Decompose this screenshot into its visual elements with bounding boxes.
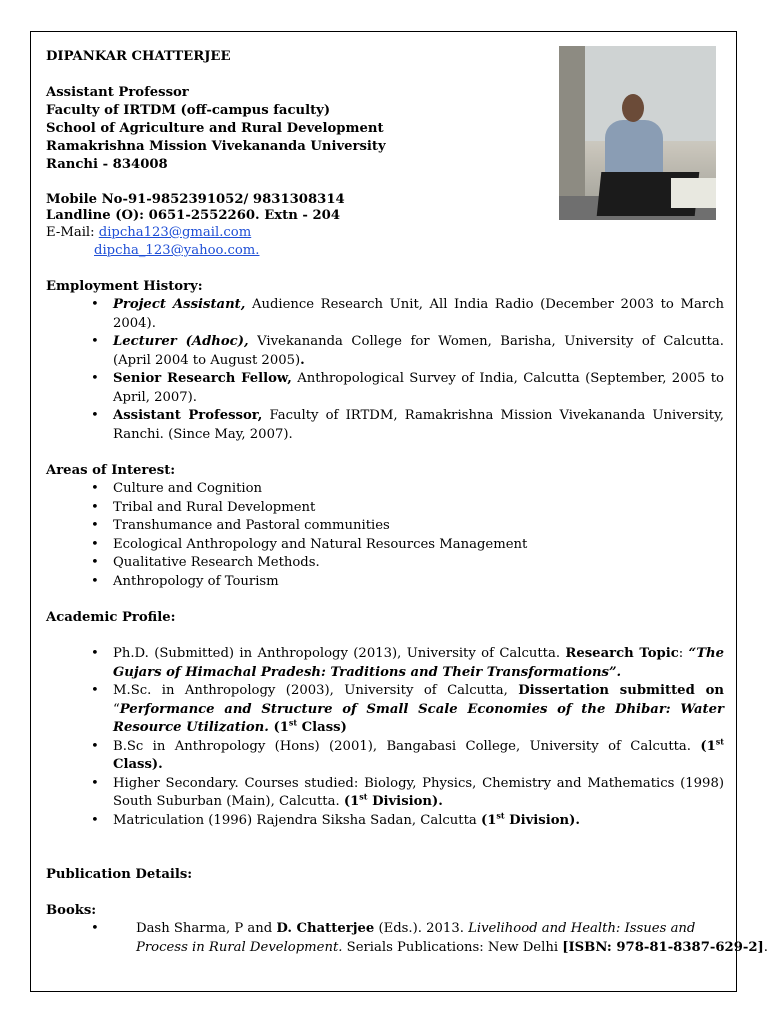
academic-item-phd: • Ph.D. (Submitted) in Anthropology (2013), University of Calcutta. Research Topic: “The Gujars of Himachal Pradesh: Traditions and Their Transformations”. [91, 646, 724, 680]
landline-number: Landline (O): 0651-2552260. Extn - 204 [46, 208, 341, 223]
resume-name: DIPANKAR CHATTERJEE [46, 49, 231, 64]
academic-item-msc: • M.Sc. in Anthropology (2003), University of Calcutta, Dissertation submitted on “Performance and Structure of Small Scale Economies of the Dhibar: Water Resource Utilization. (1st Class) [91, 683, 725, 735]
email-row-2 [46, 242, 724, 260]
employment-item: • Senior Research Fellow, Anthropological Survey of India, Calcutta (September, 2005 to April, 2007). [91, 371, 724, 405]
interests-heading: Areas of Interest: [46, 463, 176, 478]
academic-item-bsc: • B.Sc in Anthropology (Hons) (2001), Bangabasi College, University of Calcutta. (1st Class). [91, 736, 724, 772]
books-heading: Books: [46, 903, 97, 918]
email-row [46, 224, 724, 242]
interest-item: • Culture and Cognition [91, 481, 263, 496]
interest-item: • Tribal and Rural Development [91, 499, 316, 515]
city: Ranchi - 834008 [46, 157, 168, 172]
email-link-yahoo[interactable]: dipcha_123@yahoo.com. [94, 243, 260, 258]
university: Ramakrishna Mission Vivekananda University [46, 139, 386, 154]
interests-list [46, 480, 724, 591]
academic-item-hs: • Higher Secondary. Courses studied: Biology, Physics, Chemistry and Mathematics (1998) South Suburban (Main), Calcutta. (1st Division). [91, 775, 724, 809]
interest-item: • Ecological Anthropology and Natural Resources Management [91, 536, 528, 552]
email-label: E-Mail: [46, 225, 99, 240]
interest-item: • Anthropology of Tourism [91, 573, 279, 589]
employment-heading: Employment History: [46, 279, 203, 294]
resume-page [30, 31, 768, 992]
academic-list [46, 645, 724, 830]
interest-item: • Qualitative Research Methods. [91, 555, 320, 570]
book-item: • Dash Sharma, P and D. Chatterjee (Eds.). 2013. Livelihood and Health: Issues and Process in Rural Development. Serials Publications: New Delhi [ISBN: 978-81-8387-629-2]. [91, 921, 768, 955]
email-link-gmail[interactable]: dipcha123@gmail.com [98, 225, 252, 240]
mobile-number: Mobile No-91-9852391052/ 9831308314 [46, 192, 345, 207]
faculty: Faculty of IRTDM (off-campus faculty) [46, 103, 331, 118]
employment-item: • Assistant Professor, Faculty of IRTDM, Ramakrishna Mission Vivekananda University, Ranchi. (Since May, 2007). [91, 408, 724, 442]
resume-content [46, 48, 768, 957]
employment-item: • Lecturer (Adhoc), Vivekananda College for Women, Barisha, University of Calcutta. (April 2004 to August 2005). [91, 334, 724, 368]
employment-list [46, 296, 724, 444]
job-title: Assistant Professor [46, 85, 189, 100]
school: School of Agriculture and Rural Development [46, 121, 384, 136]
publications-heading: Publication Details: [46, 867, 193, 882]
academic-heading: Academic Profile: [46, 610, 176, 625]
academic-item-matriculation: • Matriculation (1996) Rajendra Siksha Sadan, Calcutta (1st Division). [91, 810, 580, 828]
employment-item: • Project Assistant, Audience Research Unit, All India Radio (December 2003 to March 2004). [91, 297, 724, 331]
interest-item: • Transhumance and Pastoral communities [91, 518, 390, 533]
